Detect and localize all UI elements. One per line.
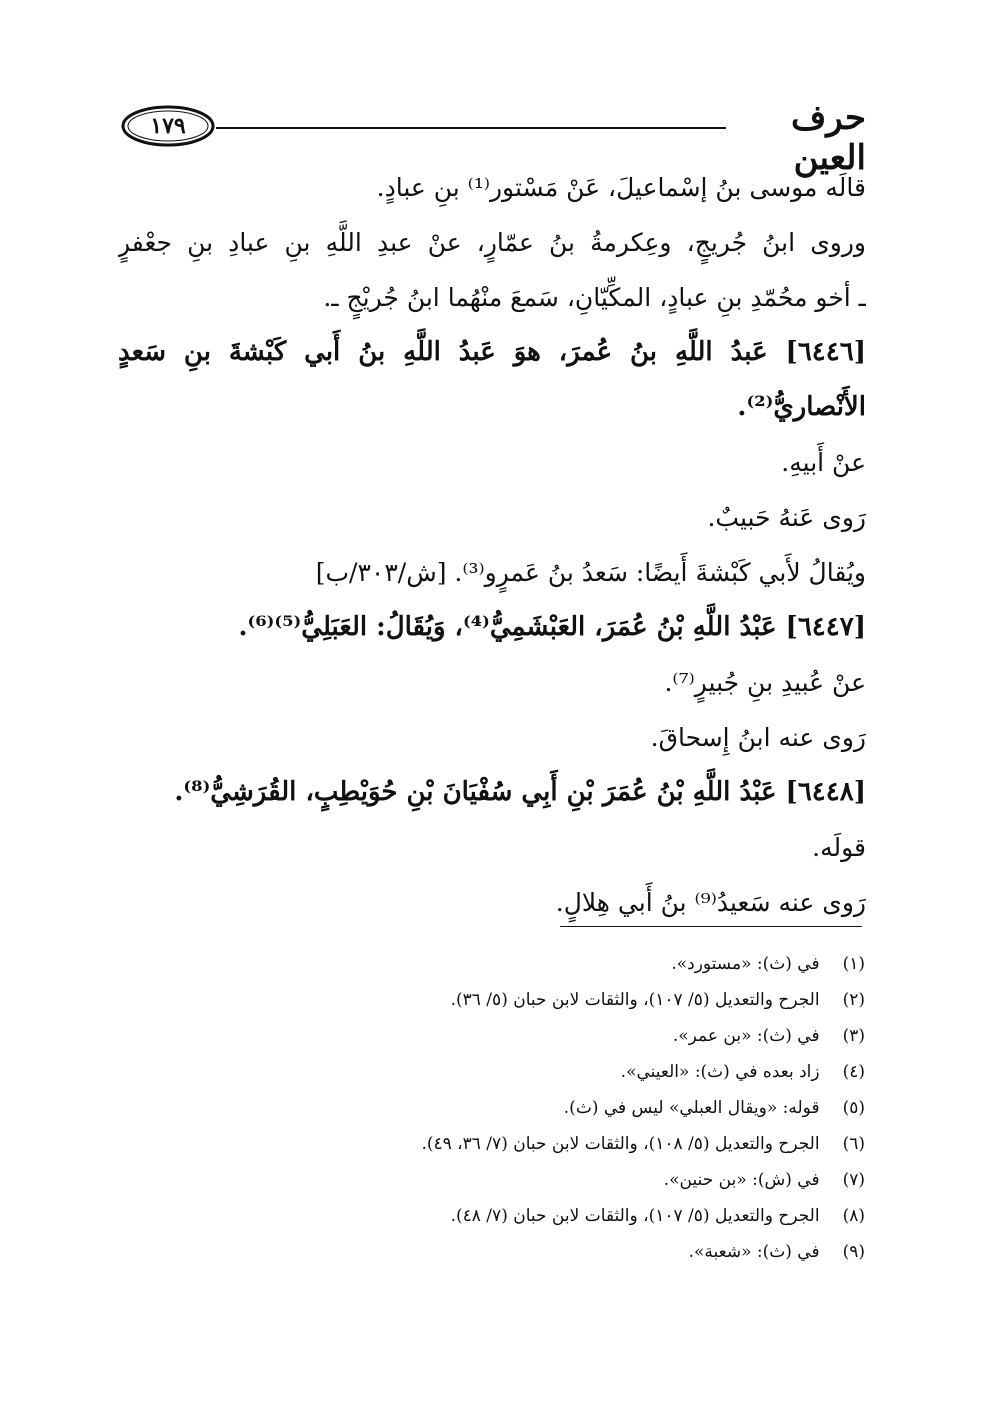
text-line: رَوى عنه ابنُ إِسحاقَ.	[650, 723, 866, 752]
footnote	[200, 1126, 865, 1162]
text-line: عنْ عُبيدِ بنِ جُبيرٍ⁽⁷⁾.	[664, 668, 866, 697]
footnote-number: (٧)	[842, 1170, 865, 1190]
footnote-number: (٨)	[842, 1206, 865, 1226]
text-line: قولَه.	[812, 833, 866, 862]
footnote-text: قوله: «ويقال العبلي» ليس في (ث).	[563, 1098, 820, 1118]
text-line: رَوى عَنهُ حَبيبٌ.	[707, 503, 866, 532]
page-number: ١٧٩	[150, 113, 186, 139]
page-header	[120, 96, 866, 178]
main-text	[118, 160, 866, 930]
text-line: عنْ أَبيهِ.	[781, 448, 866, 477]
footnote-text: الجرح والتعديل (٥/ ١٠٧)، والثقات لابن حبان (٧/ ٤٨).	[450, 1206, 820, 1226]
footnote	[200, 982, 865, 1018]
text-line: ويُقالُ لأَبي كَبْشةَ أَيضًا: سَعدُ بنُ عَمرٍو⁽³⁾. [ش/٣٠٣/ب]	[315, 558, 866, 587]
footnote	[200, 946, 865, 982]
footnote-number: (٥)	[842, 1098, 865, 1118]
footnote-separator	[560, 926, 862, 927]
footnote	[200, 1198, 865, 1234]
entry-heading-cont: الأَنْصاريُّ⁽²⁾.	[737, 392, 866, 422]
footnote-text: زاد بعده في (ث): «العيني».	[620, 1062, 820, 1082]
page-number-badge	[120, 104, 216, 148]
footnote-number: (٤)	[842, 1062, 865, 1082]
footnote-text: الجرح والتعديل (٥/ ١٠٨)، والثقات لابن حبان (٧/ ٣٦، ٤٩).	[421, 1134, 820, 1154]
entry-heading: [٦٤٤٦] عَبدُ اللَّهِ بنُ عُمرَ، هوَ عَبدُ اللَّهِ بنُ أَبي كَبْشةَ بنِ سَعدٍ	[118, 337, 866, 367]
footnote-number: (٢)	[842, 990, 865, 1010]
footnote-number: (٣)	[842, 1026, 865, 1046]
entry-heading: [٦٤٤٨] عَبْدُ اللَّهِ بْنُ عُمَرَ بْنِ أَبِي سُفْيَانَ بْنِ حُوَيْطِبٍ، القُرَشِيُّ⁽⁸⁾.	[174, 777, 866, 807]
text-line: قالَه موسى بنُ إسْماعيلَ، عَنْ مَسْتور⁽¹⁾ بنِ عبادٍ.	[376, 173, 866, 202]
footnote-text: الجرح والتعديل (٥/ ١٠٧)، والثقات لابن حبان (٥/ ٣٦).	[450, 990, 820, 1010]
footnote-text: في (ث): «شعبة».	[688, 1242, 820, 1262]
footnotes	[200, 946, 865, 1270]
running-title: حرف العين	[790, 98, 866, 178]
footnote	[200, 1090, 865, 1126]
text-line: رَوى عنه سَعيدُ⁽⁹⁾ بنُ أَبي هِلالٍ.	[555, 888, 866, 917]
text-line: ـ أخو محُمّدِ بنِ عبادٍ، المكِّيّانِ، سَمعَ منْهُما ابنُ جُريْجٍ ـ.	[323, 283, 866, 312]
footnote-number: (٦)	[842, 1134, 865, 1154]
text-line: وروى ابنُ جُريجٍ، وعِكرمةُ بنُ عمّارٍ، عنْ عبدِ اللَّهِ بنِ عبادِ بنِ جعْفرٍ	[118, 228, 866, 257]
footnote-text: في (ث): «بن عمر».	[672, 1026, 820, 1046]
footnote	[200, 1234, 865, 1270]
footnote-number: (١)	[842, 954, 865, 974]
footnote	[200, 1054, 865, 1090]
footnote-text: في (ث): «مستورد».	[671, 954, 820, 974]
footnote	[200, 1162, 865, 1198]
footnote-text: في (ش): «بن حنين».	[663, 1170, 820, 1190]
footnote-number: (٩)	[842, 1242, 865, 1262]
entry-heading: [٦٤٤٧] عَبْدُ اللَّهِ بْنُ عُمَرَ، العَبْشَمِيُّ⁽⁴⁾، وَيُقَالُ: العَبَلِيُّ⁽⁵⁾⁽⁶⁾.	[238, 612, 866, 642]
footnote	[200, 1018, 865, 1054]
header-rule	[216, 127, 726, 129]
